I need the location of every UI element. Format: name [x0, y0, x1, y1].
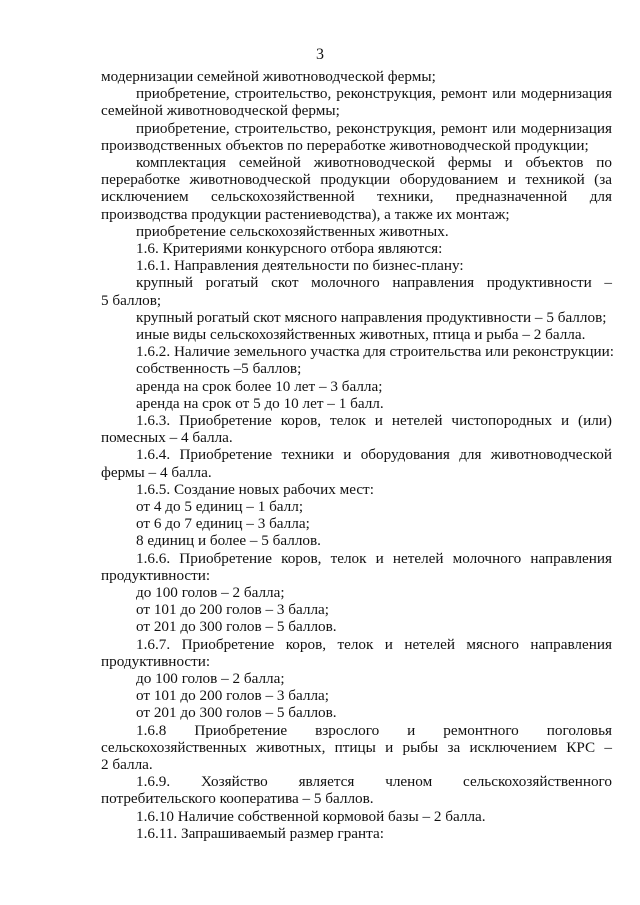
text-line: модернизации семейной животноводческой фермы; [101, 68, 436, 85]
text-line: до 100 голов – 2 балла; [136, 584, 285, 601]
text-line: потребительского кооператива – 5 баллов. [101, 790, 374, 808]
text-line: производства продукции растениеводства), а также их монтаж; [101, 205, 510, 223]
text-line: комплектация семейной животноводческой фермы и объектов по [136, 154, 612, 171]
text-line: до 100 голов – 2 балла; [136, 670, 285, 687]
text-line: производственных объектов по переработке животноводческой продукции; [101, 136, 589, 154]
text-line: аренда на срок более 10 лет – 3 балла; [136, 377, 383, 395]
text-line: от 201 до 300 голов – 5 баллов. [136, 704, 337, 722]
text-line: иные виды сельскохозяйственных животных, птица и рыба – 2 балла. [136, 326, 586, 343]
text-line: переработке животноводческой продукции оборудованием и техникой (за [101, 171, 612, 189]
text-line: приобретение, строительство, реконструкция, ремонт или модернизация [136, 119, 612, 137]
text-line: от 201 до 300 голов – 5 баллов. [136, 618, 337, 636]
text-line: сельскохозяйственных животных, птицы и рыбы за исключением КРС – [101, 738, 612, 756]
text-line: исключением сельскохозяйственной техники, предназначенной для [101, 188, 612, 206]
text-line: от 6 до 7 единиц – 3 балла; [136, 515, 310, 533]
text-line: 1.6.1. Направления деятельности по бизнес-плану: [136, 257, 464, 275]
text-line: 1.6.11. Запрашиваемый размер гранта: [136, 824, 384, 842]
text-line: 2 балла. [101, 756, 153, 773]
text-line: приобретение, строительство, реконструкция, ремонт или модернизация [136, 85, 612, 103]
text-line: продуктивности: [101, 566, 211, 584]
text-line: аренда на срок от 5 до 10 лет – 1 балл. [136, 394, 384, 412]
text-line: приобретение сельскохозяйственных животных. [136, 222, 449, 240]
text-line: 1.6.4. Приобретение техники и оборудования для животноводческой [136, 446, 612, 464]
text-line: от 101 до 200 голов – 3 балла; [136, 687, 329, 705]
text-line: 8 единиц и более – 5 баллов. [136, 532, 321, 550]
text-line: 1.6.9. Хозяйство является членом сельскохозяйственного [136, 773, 612, 791]
text-line: помесных – 4 балла. [101, 429, 233, 447]
text-line: от 4 до 5 единиц – 1 балл; [136, 498, 304, 515]
text-line: 1.6.6. Приобретение коров, телок и нетелей молочного направления [136, 549, 612, 567]
text-line: от 101 до 200 голов – 3 балла; [136, 601, 329, 619]
text-line: крупный рогатый скот молочного направления продуктивности – [136, 274, 612, 292]
text-line: 1.6.5. Создание новых рабочих мест: [136, 480, 374, 498]
text-line: 1.6. Критериями конкурсного отбора являются: [136, 240, 443, 257]
text-line: 5 баллов; [101, 291, 162, 309]
text-line: 1.6.3. Приобретение коров, телок и нетелей чистопородных и (или) [136, 412, 612, 429]
text-line: крупный рогатый скот мясного направления продуктивности – 5 баллов; [136, 308, 607, 326]
text-line: 1.6.10 Наличие собственной кормовой базы – 2 балла. [136, 807, 486, 825]
page-number: 3 [316, 46, 324, 63]
text-line: 1.6.2. Наличие земельного участка для строительства или реконструкции: [136, 343, 614, 361]
text-line: семейной животноводческой фермы; [101, 102, 340, 120]
text-line: 1.6.7. Приобретение коров, телок и нетелей мясного направления [136, 635, 612, 653]
text-line: фермы – 4 балла. [101, 463, 212, 481]
text-line: продуктивности: [101, 652, 211, 670]
text-line: 1.6.8 Приобретение взрослого и ремонтного поголовья [136, 721, 612, 739]
text-line: собственность –5 баллов; [136, 360, 302, 378]
